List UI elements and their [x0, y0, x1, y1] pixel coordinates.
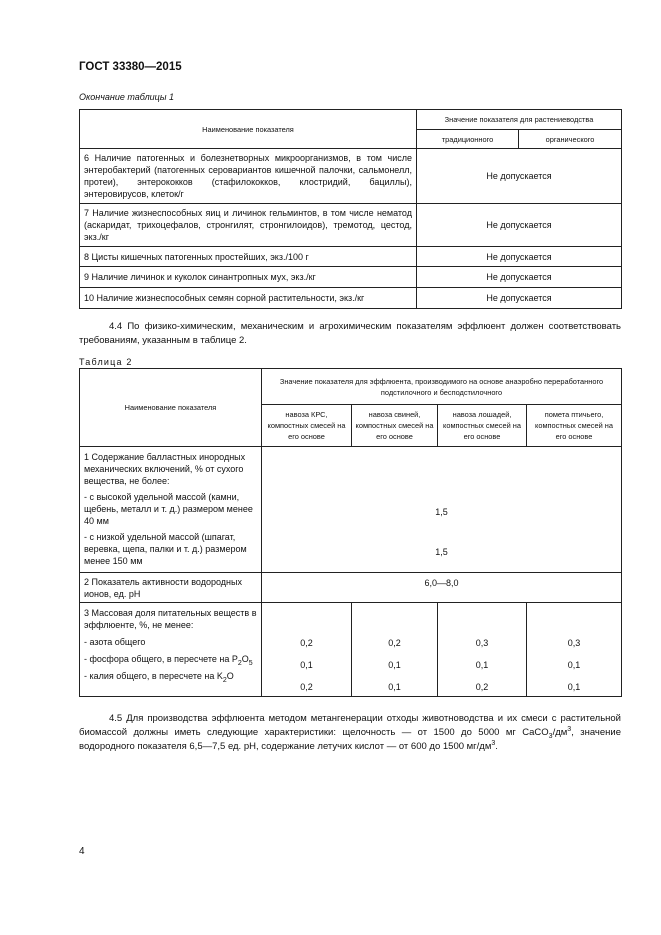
table2-row3-cattle: 0,2 0,1 0,2 — [262, 603, 352, 697]
table2-col-group: Значение показателя для эффлюента, производимого на основе анаэробно переработанного подстилочного и бесподстилочного — [262, 369, 622, 405]
table-row — [80, 288, 622, 309]
table1-row-name: 6 Наличие патогенных и болезнетворных микроорганизмов, в том числе энтеробактерий (патогенных серовариантов кишечной палочки, сальмонелл, протеи), энтерококков (стафилококков, клостридий, бациллы), энтеровирусов, клеток/г — [80, 149, 417, 204]
table2-col-cattle: навоза КРС, компостных смесей на его основе — [262, 405, 352, 447]
table2-row3-name — [80, 603, 262, 697]
table2-row3-title: 3 Массовая доля питательных веществ в эффлюенте, %, не менее: — [84, 608, 257, 630]
table2-row2-value: 6,0—8,0 — [262, 573, 622, 603]
table2-row3-potassium: - калия общего, в пересчете на $K_2O$ — [84, 671, 234, 684]
table-row — [80, 149, 622, 204]
table1-row-name: 8 Цисты кишечных патогенных простейших, экз./100 г — [80, 247, 417, 267]
table1-row-value: Не допускается — [417, 288, 622, 309]
table-row — [80, 267, 622, 288]
table2-row1-b: - с низкой удельной массой (шпагат, веревка, щепа, палки и т. д.) размером менее 150 мм — [84, 532, 247, 566]
table1-row-name: 10 Наличие жизнеспособных семян сорной растительности, экз./кг — [80, 288, 417, 309]
page-number: 4 — [79, 846, 85, 857]
table1-col-name: Наименование показателя — [80, 110, 417, 149]
table1-caption: Окончание таблицы 1 — [79, 92, 174, 102]
table1-col-traditional: традиционного — [417, 130, 519, 149]
table1 — [79, 109, 622, 309]
table2-row3-phosphorus: - фосфора общего, в пересчете на $P_2O_5$ — [84, 654, 253, 667]
paragraph-4-4: 4.4 По физико-химическим, механическим и агрохимическим показателям эффлюент должен соответствовать требованиям, указанным в таблице 2. — [79, 321, 621, 346]
table1-col-organic: органического — [519, 130, 622, 149]
table1-row-name: 9 Наличие личинок и куколок синантропных мух, экз./кг — [80, 267, 417, 288]
table1-col-group: Значение показателя для растениеводства — [417, 110, 622, 130]
table2-header-row — [80, 369, 622, 405]
table-row — [80, 247, 622, 267]
table1-row-value: Не допускается — [417, 149, 622, 204]
table2-row3-poultry: 0,3 0,1 0,1 — [527, 603, 622, 697]
table2 — [79, 368, 622, 697]
document-header: ГОСТ 33380—2015 — [79, 61, 182, 73]
table2-row1-title: 1 Содержание балластных инородных механических включений, % от сухого вещества, не более: — [84, 452, 246, 486]
table-row — [80, 573, 622, 603]
table2-row1-a-value: 1,5 — [435, 507, 448, 517]
table2-row2-name: 2 Показатель активности водородных ионов, ед. pH — [80, 573, 262, 603]
table-row — [80, 204, 622, 247]
table2-row3-pigs: 0,2 0,1 0,1 — [352, 603, 438, 697]
table2-row1-a: - с высокой удельной массой (камни, щебень, металл и т. д.) размером менее 40 мм — [84, 492, 253, 526]
table2-row1-name — [80, 447, 262, 573]
table1-header-row — [80, 110, 622, 130]
table1-row-value: Не допускается — [417, 247, 622, 267]
table-row — [80, 447, 622, 573]
paragraph-4-5: 4.5 Для производства эффлюента методом метангенерации отходы животноводства и их смеси с растительной биомассой должны иметь следующие характеристики: щелочность — от 1500 до 5000 мг $CaCO_3/дм^3$, значение водородного показателя 6,5—7,5 ед. pH, содержание летучих кислот — от 600 до 1500 $мг/дм^3$. — [79, 713, 621, 752]
table2-row3-horses: 0,3 0,1 0,2 — [438, 603, 527, 697]
table2-row1-values — [262, 447, 622, 573]
table2-col-horses: навоза лошадей, компостных смесей на его основе — [438, 405, 527, 447]
table-row — [80, 603, 622, 697]
table2-row1-b-value: 1,5 — [435, 547, 448, 557]
table2-row3-nitrogen: - азота общего — [84, 637, 146, 647]
table2-col-poultry: помета птичьего, компостных смесей на его основе — [527, 405, 622, 447]
table1-row-value: Не допускается — [417, 204, 622, 247]
table1-row-value: Не допускается — [417, 267, 622, 288]
table2-col-pigs: навоза свиней, компостных смесей на его основе — [352, 405, 438, 447]
table2-caption: Таблица 2 — [79, 357, 133, 367]
table1-row-name: 7 Наличие жизнеспособных яиц и личинок гельминтов, в том числе нематод (аскаридат, трихоцефалов, стронгилят, стронгилоидов), тремотод, цестод, экз./кг — [80, 204, 417, 247]
table2-col-name: Наименование показателя — [80, 369, 262, 447]
